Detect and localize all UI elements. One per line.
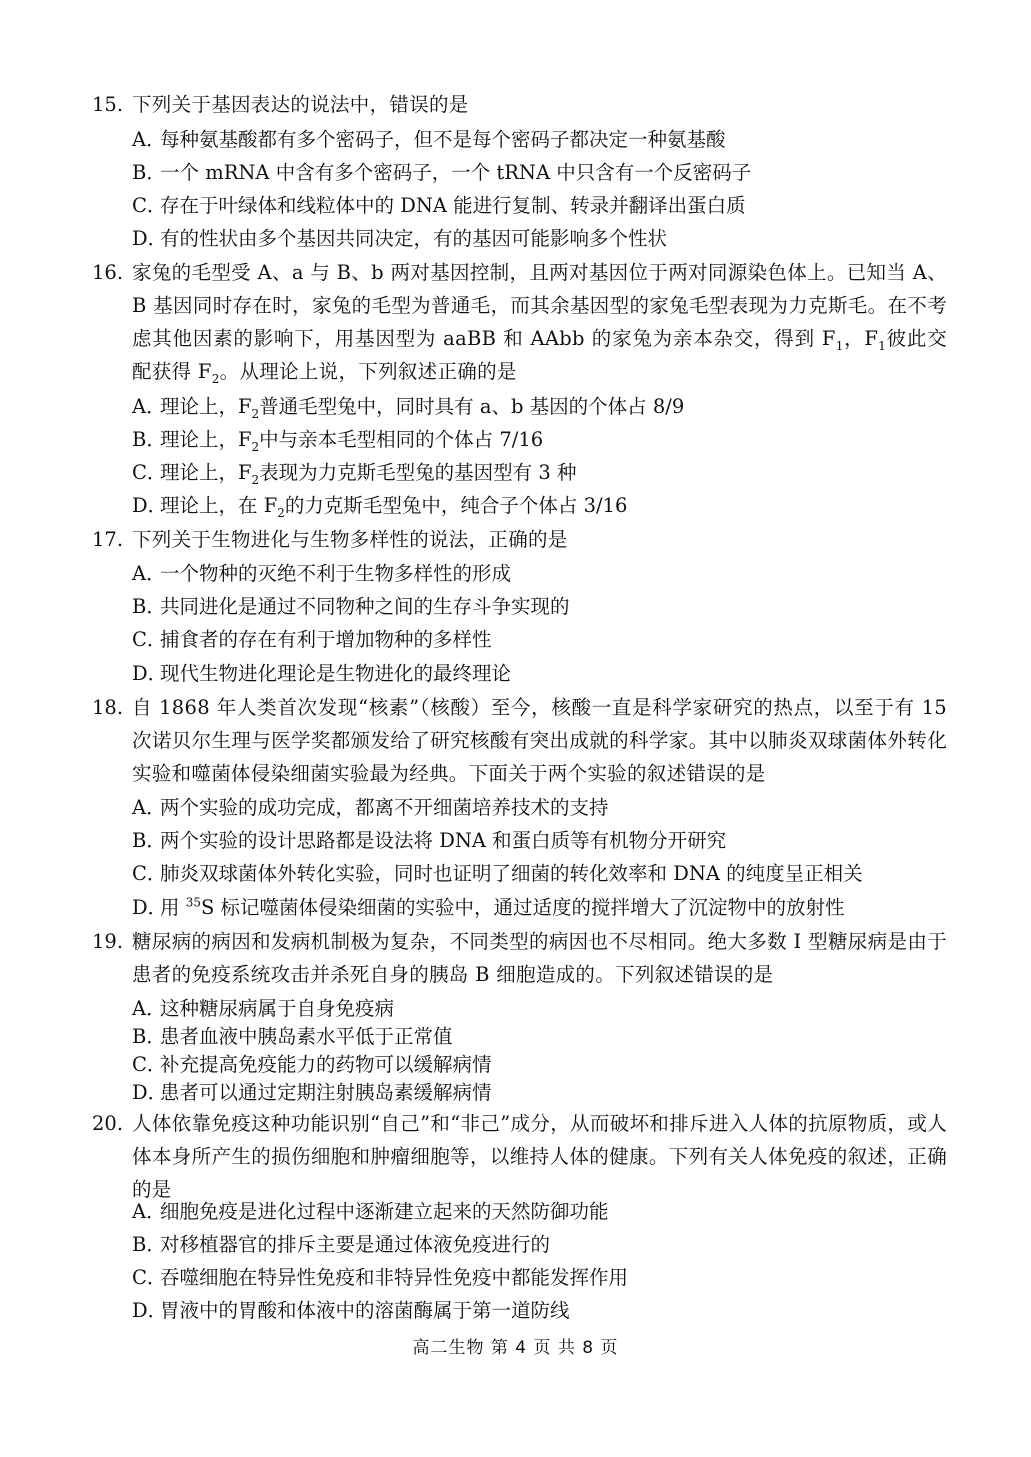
option-letter: D．	[132, 896, 168, 919]
question-number: 16.	[92, 261, 124, 284]
option-letter: B．	[132, 595, 166, 618]
option-c	[132, 1261, 628, 1294]
option-c	[132, 623, 492, 656]
question-number: 18.	[92, 696, 124, 719]
option-a	[132, 1195, 609, 1228]
option-letter: B．	[132, 1025, 166, 1048]
question-number: 17.	[92, 528, 124, 551]
option-text: 捕食者的存在有利于增加物种的多样性	[160, 628, 492, 651]
option-d	[132, 1294, 570, 1327]
option-text: 细胞免疫是进化过程中逐渐建立起来的天然防御功能	[160, 1200, 609, 1223]
question-stem: 下列关于生物进化与生物多样性的说法，正确的是	[132, 528, 568, 551]
option-text: 现代生物进化理论是生物进化的最终理论	[160, 662, 512, 685]
option-c	[132, 1051, 492, 1079]
option-text: 对移植器官的排斥主要是通过体液免疫进行的	[160, 1233, 551, 1256]
option-text: 患者血液中胰岛素水平低于正常值	[160, 1025, 453, 1048]
option-d	[132, 222, 667, 255]
option-text: 有的性状由多个基因共同决定，有的基因可能影响多个性状	[160, 227, 668, 250]
option-letter: A．	[132, 562, 166, 585]
option-b	[132, 1023, 453, 1051]
option-text: 吞噬细胞在特异性免疫和非特异性免疫中都能发挥作用	[160, 1266, 629, 1289]
option-letter: D．	[132, 1299, 168, 1322]
question-number: 20.	[92, 1112, 124, 1135]
option-letter: C．	[132, 461, 167, 484]
option-text: 这种糖尿病属于自身免疫病	[160, 997, 395, 1020]
question-stem: 糖尿病的病因和发病机制极为复杂，不同类型的病因也不尽相同。绝大多数 I 型糖尿病是由于患者的免疫系统攻击并杀死自身的胰岛 B 细胞造成的。下列叙述错误的是	[132, 930, 947, 986]
option-letter: B．	[132, 161, 166, 184]
option-text: 两个实验的设计思路都是设法将 DNA 和蛋白质等有机物分开研究	[160, 829, 727, 852]
option-a: A．理论上，$F_2$普通毛型兔中，同时具有 a、b 基因的个体占 8/9	[132, 390, 684, 423]
option-a	[132, 995, 394, 1023]
option-letter: A．	[132, 796, 166, 819]
option-c	[132, 857, 863, 890]
option-letter: A．	[132, 128, 166, 151]
option-text: 患者可以通过定期注射胰岛素缓解病情	[160, 1081, 492, 1104]
option-d: D．理论上，在 $F_2$的力克斯毛型兔中，纯合子个体占 3/16	[132, 489, 627, 522]
option-letter: D．	[132, 662, 168, 685]
option-a	[132, 557, 511, 590]
option-d	[132, 1079, 492, 1107]
option-letter: D．	[132, 227, 168, 250]
option-b	[132, 1228, 550, 1261]
option-text: 共同进化是通过不同物种之间的生存斗争实现的	[160, 595, 570, 618]
option-text: 肺炎双球菌体外转化实验，同时也证明了细菌的转化效率和 DNA 的纯度呈正相关	[160, 862, 863, 885]
option-letter: A．	[132, 395, 166, 418]
option-letter: B．	[132, 1233, 166, 1256]
option-letter: C．	[132, 628, 167, 651]
page-footer: 高二生物 第 4 页 共 8 页	[412, 1338, 619, 1358]
question-stem: 人体依靠免疫这种功能识别“自己”和“非己”成分，从而破坏和排斥进入人体的抗原物质，或人体本身所产生的损伤细胞和肿瘤细胞等，以维持人体的健康。下列有关人体免疫的叙述，正确的是	[132, 1112, 947, 1201]
option-letter: A．	[132, 1200, 166, 1223]
option-d: D．用 $^{35}$S 标记噬菌体侵染细菌的实验中，通过适度的搅拌增大了沉淀物中的放射性	[132, 891, 845, 924]
option-b	[132, 590, 570, 623]
option-text: 存在于叶绿体和线粒体中的 DNA 能进行复制、转录并翻译出蛋白质	[160, 194, 746, 217]
question-number: 19.	[92, 930, 124, 953]
option-text: 两个实验的成功完成，都离不开细菌培养技术的支持	[160, 796, 609, 819]
option-text: 补充提高免疫能力的药物可以缓解病情	[160, 1053, 492, 1076]
option-d	[132, 657, 511, 690]
option-text: 每种氨基酸都有多个密码子，但不是每个密码子都决定一种氨基酸	[160, 128, 726, 151]
question-stem: 家兔的毛型受 A、a 与 B、b 两对基因控制，且两对基因位于两对同源染色体上。已知当 A、B 基因同时存在时，家兔的毛型为普通毛，而其余基因型的家兔毛型表现为力克斯毛。在不考虑其他因素的影响下，用基因型为 aaBB 和 AAbb 的家兔为亲本杂交，得到 $F_1$，$F_1$彼此交配获得 $F_2$。从理论上说，下列叙述正确的是	[132, 261, 947, 386]
option-b	[132, 824, 726, 857]
option-text: 一个 mRNA 中含有多个密码子，一个 tRNA 中只含有一个反密码子	[160, 161, 752, 184]
option-letter: A．	[132, 997, 166, 1020]
option-letter: C．	[132, 194, 167, 217]
option-letter: C．	[132, 1266, 167, 1289]
option-a	[132, 791, 609, 824]
option-letter: C．	[132, 1053, 167, 1076]
option-letter: D．	[132, 494, 168, 517]
option-letter: C．	[132, 862, 167, 885]
question-stem: 自 1868 年人类首次发现“核素”（核酸）至今，核酸一直是科学家研究的热点，以至于有 15 次诺贝尔生理与医学奖都颁发给了研究核酸有突出成就的科学家。其中以肺炎双球菌体外转化实验和噬菌体侵染细菌实验最为经典。下面关于两个实验的叙述错误的是	[132, 696, 947, 785]
option-text: 一个物种的灭绝不利于生物多样性的形成	[160, 562, 512, 585]
question-number: 15.	[92, 93, 124, 116]
option-c	[132, 189, 746, 222]
option-letter: B．	[132, 829, 166, 852]
option-c: C．理论上，$F_2$表现为力克斯毛型兔的基因型有 3 种	[132, 456, 576, 489]
question-stem: 下列关于基因表达的说法中，错误的是	[132, 93, 469, 116]
option-letter: D．	[132, 1081, 168, 1104]
option-text: 胃液中的胃酸和体液中的溶菌酶属于第一道防线	[160, 1299, 570, 1322]
option-letter: B．	[132, 428, 166, 451]
option-b: B．理论上，$F_2$中与亲本毛型相同的个体占 7/16	[132, 423, 543, 456]
option-a	[132, 123, 726, 156]
option-b	[132, 156, 751, 189]
